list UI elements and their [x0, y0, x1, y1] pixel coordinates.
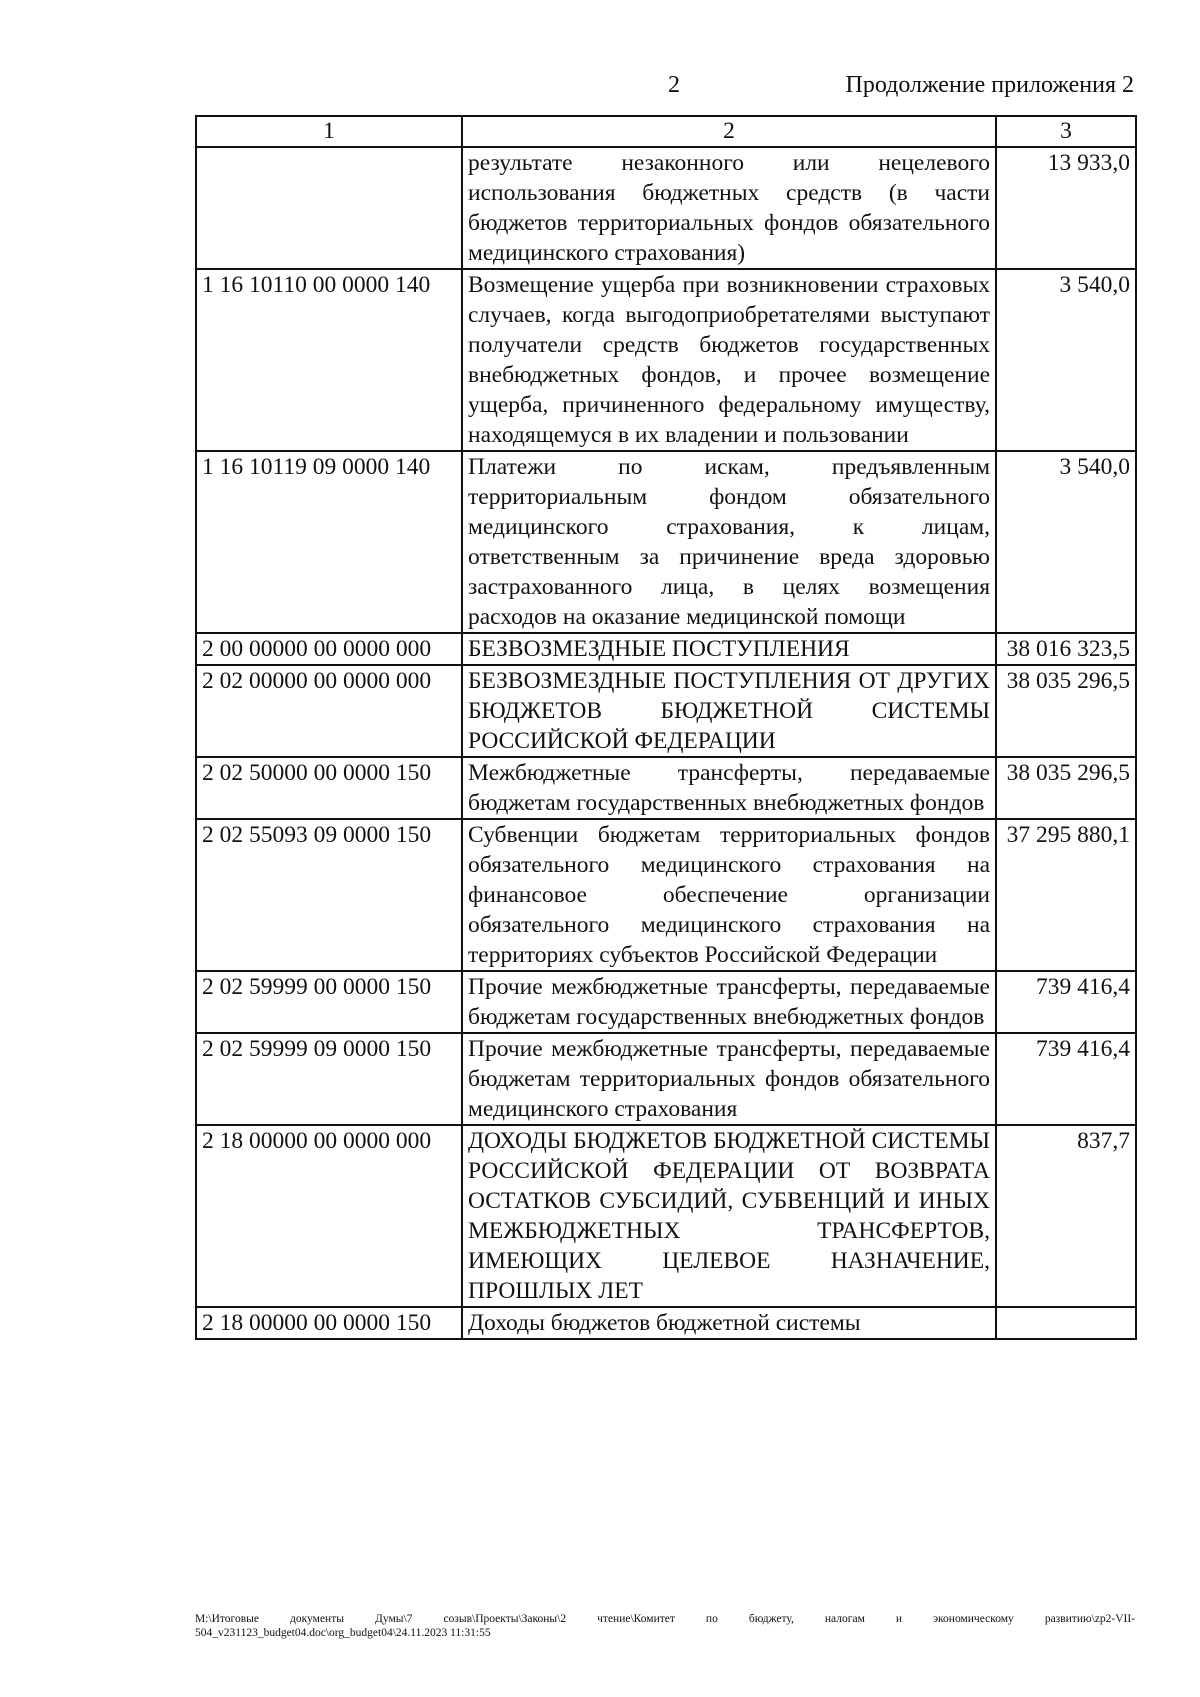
revenue-amount: 37 295 880,1 — [996, 819, 1136, 971]
revenue-description: БЕЗВОЗМЕЗДНЫЕ ПОСТУПЛЕНИЯ — [462, 633, 996, 665]
classification-code: 2 18 00000 00 0000 150 — [196, 1307, 462, 1339]
classification-code: 1 16 10119 09 0000 140 — [196, 451, 462, 633]
column-header-code: 1 — [196, 116, 462, 147]
table-row — [196, 147, 1136, 269]
revenue-amount — [996, 1307, 1136, 1339]
page-number: 2 — [668, 72, 680, 98]
revenue-description: результате незаконного или нецелевого использования бюджетных средств (в части бюджетов территориальных фондов обязательного медицинского страхования) — [462, 147, 996, 269]
column-header-description: 2 — [462, 116, 996, 147]
table-row — [196, 1125, 1136, 1307]
revenue-description: Платежи по искам, предъявленным территориальным фондом обязательного медицинского страхования, к лицам, ответственным за причинение вреда здоровью застрахованного лица, в целях возмещения расходов на оказание медицинской помощи — [462, 451, 996, 633]
classification-code: 2 02 50000 00 0000 150 — [196, 757, 462, 819]
table-row — [196, 757, 1136, 819]
revenue-amount: 3 540,0 — [996, 269, 1136, 451]
classification-code: 1 16 10110 00 0000 140 — [196, 269, 462, 451]
revenue-amount: 3 540,0 — [996, 451, 1136, 633]
classification-code: 2 00 00000 00 0000 000 — [196, 633, 462, 665]
revenue-amount: 739 416,4 — [996, 971, 1136, 1033]
revenue-description: БЕЗВОЗМЕЗДНЫЕ ПОСТУПЛЕНИЯ ОТ ДРУГИХ БЮДЖЕТОВ БЮДЖЕТНОЙ СИСТЕМЫ РОССИЙСКОЙ ФЕДЕРАЦИИ — [462, 665, 996, 757]
revenue-amount: 739 416,4 — [996, 1033, 1136, 1125]
revenue-amount: 38 035 296,5 — [996, 757, 1136, 819]
classification-code: 2 02 59999 09 0000 150 — [196, 1033, 462, 1125]
revenue-description: Прочие межбюджетные трансферты, передаваемые бюджетам территориальных фондов обязательного медицинского страхования — [462, 1033, 996, 1125]
table-row — [196, 1307, 1136, 1339]
table-header-row — [196, 116, 1136, 147]
budget-revenue-table — [195, 115, 1137, 1340]
table-row — [196, 451, 1136, 633]
classification-code: 2 18 00000 00 0000 000 — [196, 1125, 462, 1307]
revenue-amount: 13 933,0 — [996, 147, 1136, 269]
classification-code: 2 02 00000 00 0000 000 — [196, 665, 462, 757]
revenue-description: Субвенции бюджетам территориальных фондов обязательного медицинского страхования на финансовое обеспечение организации обязательного медицинского страхования на территориях субъектов Российской Федерации — [462, 819, 996, 971]
table-row — [196, 819, 1136, 971]
revenue-description: Возмещение ущерба при возникновении страховых случаев, когда выгодоприобретателями выступают получатели средств бюджетов государственных внебюджетных фондов, и прочее возмещение ущерба, причиненного федеральному имуществу, находящемуся в их владении и пользовании — [462, 269, 996, 451]
column-header-amount: 3 — [996, 116, 1136, 147]
table-row — [196, 269, 1136, 451]
file-path-line-2: 504_v231123_budget04.doc\org_budget04\24.11.2023 11:31:55 — [195, 1627, 491, 1639]
classification-code: 2 02 59999 00 0000 150 — [196, 971, 462, 1033]
table-row — [196, 971, 1136, 1033]
document-file-path-footer — [195, 1612, 1135, 1640]
classification-code: 2 02 55093 09 0000 150 — [196, 819, 462, 971]
table-row — [196, 633, 1136, 665]
table-row — [196, 665, 1136, 757]
classification-code — [196, 147, 462, 269]
file-path-line-1: M:\Итоговые документы Думы\7 созыв\Проекты\Законы\2 чтение\Комитет по бюджету, налогам и экономическому развитию\zp2-VII- — [195, 1613, 1135, 1625]
revenue-amount: 38 016 323,5 — [996, 633, 1136, 665]
revenue-description: Доходы бюджетов бюджетной системы — [462, 1307, 996, 1339]
revenue-description: ДОХОДЫ БЮДЖЕТОВ БЮДЖЕТНОЙ СИСТЕМЫ РОССИЙСКОЙ ФЕДЕРАЦИИ ОТ ВОЗВРАТА ОСТАТКОВ СУБСИДИЙ, СУБВЕНЦИЙ И ИНЫХ МЕЖБЮДЖЕТНЫХ ТРАНСФЕРТОВ, ИМЕЮЩИХ ЦЕЛЕВОЕ НАЗНАЧЕНИЕ, ПРОШЛЫХ ЛЕТ — [462, 1125, 996, 1307]
revenue-description: Прочие межбюджетные трансферты, передаваемые бюджетам государственных внебюджетных фондов — [462, 971, 996, 1033]
revenue-amount: 837,7 — [996, 1125, 1136, 1307]
revenue-description: Межбюджетные трансферты, передаваемые бюджетам государственных внебюджетных фондов — [462, 757, 996, 819]
table-row — [196, 1033, 1136, 1125]
revenue-amount: 38 035 296,5 — [996, 665, 1136, 757]
appendix-continuation-label: Продолжение приложения 2 — [845, 72, 1134, 98]
